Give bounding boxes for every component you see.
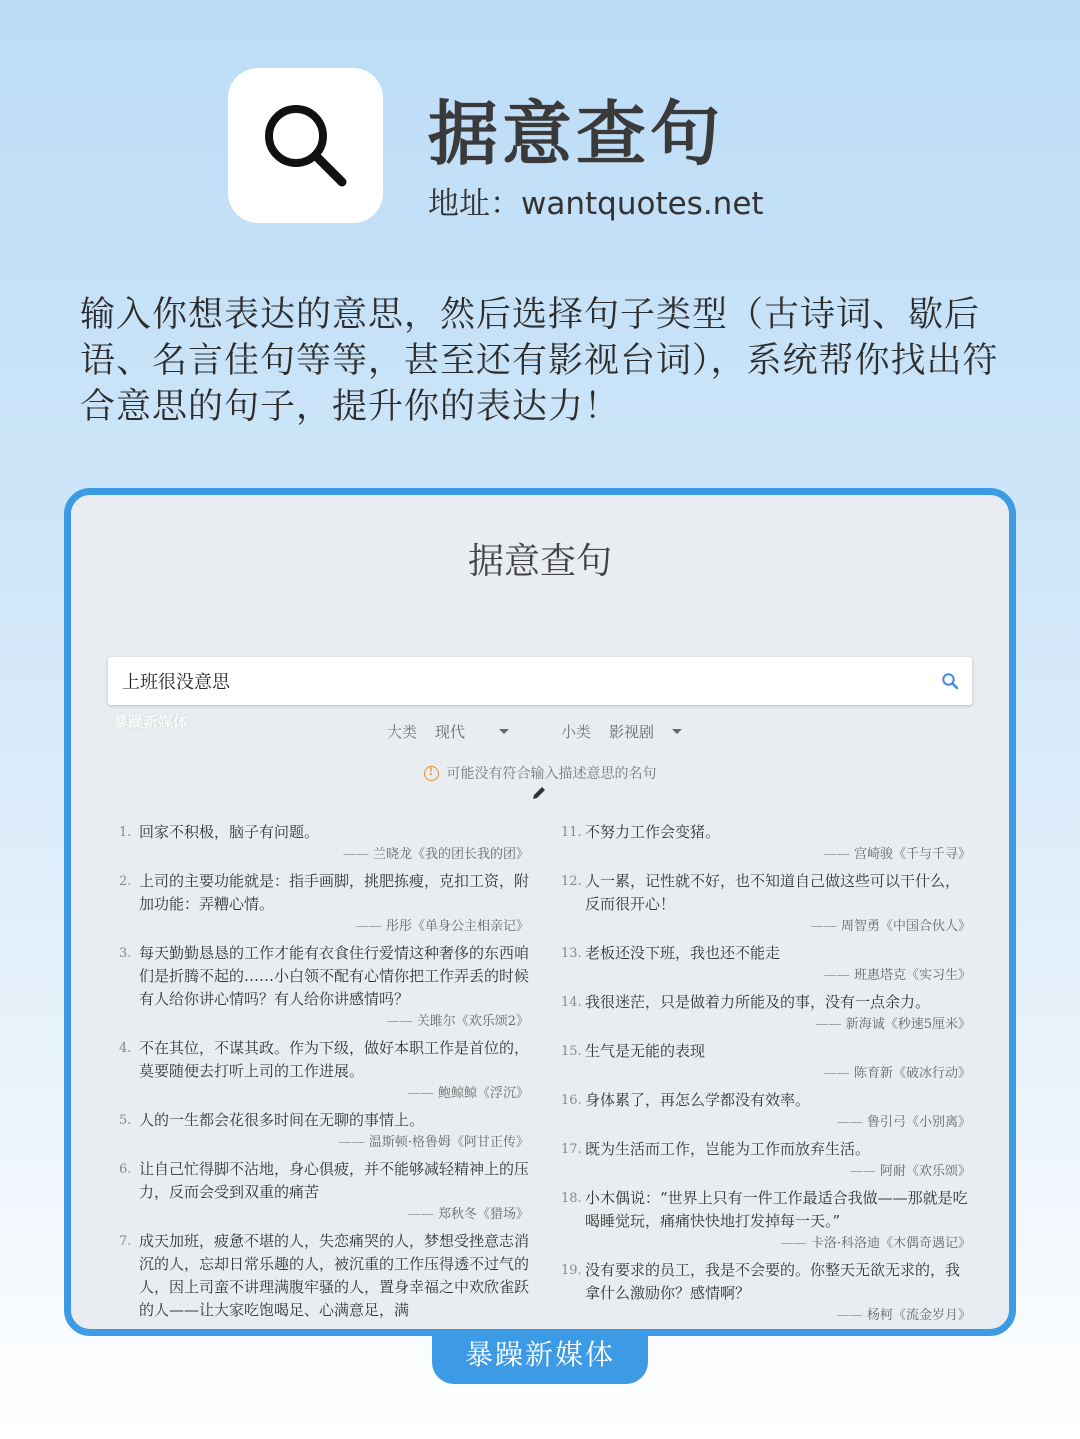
quote-source: —— 陈育新《破冰行动》 xyxy=(561,1063,971,1084)
quote-number: 16. xyxy=(561,1093,582,1108)
quote-text: 身体累了，再怎么学都没有效率。 xyxy=(585,1091,811,1109)
quote-item xyxy=(119,870,529,937)
search-icon xyxy=(258,98,354,194)
filter-bar xyxy=(71,721,1009,749)
chevron-down-icon xyxy=(672,729,682,734)
quote-text: 人一累，记性就不好，也不知道自己做这些可以干什么，反而很开心！ xyxy=(585,872,961,913)
minor-category-label: 小类 xyxy=(561,723,592,741)
quote-source: —— 郑秋冬《猎场》 xyxy=(119,1204,529,1225)
quote-text: 没有要求的员工，我是不会要的。你整天无欲无求的，我拿什么激励你？感情啊？ xyxy=(585,1261,961,1302)
quote-number: 1. xyxy=(119,825,132,840)
quote-item xyxy=(561,942,971,986)
quote-source: —— 卡洛·科洛迪《木偶奇遇记》 xyxy=(561,1233,971,1254)
quote-item xyxy=(561,821,971,865)
quote-text: 成天加班，疲惫不堪的人，失恋痛哭的人，梦想受挫意志消沉的人，忘却日常乐趣的人，被沉重的工作压得透不过气的人，因上司蛮不讲理满腹牢骚的人，置身幸福之中欢欣雀跃的人——让大家吃饱喝足、心满意足，满 xyxy=(139,1232,530,1319)
quote-source: —— 宫崎骏《千与千寻》 xyxy=(561,844,971,865)
watermark: 暴躁新媒体 xyxy=(113,713,189,731)
quote-text: 不努力工作会变猪。 xyxy=(585,823,721,841)
quote-item xyxy=(561,1089,971,1133)
quote-number: 6. xyxy=(119,1162,132,1177)
quote-number: 2. xyxy=(119,874,132,889)
quote-number: 3. xyxy=(119,946,132,961)
quote-item xyxy=(561,991,971,1035)
quote-text: 每天勤勤恳恳的工作才能有衣食住行爱情这种奢侈的东西咱们是折腾不起的……小白领不配有心情你把工作弄丢的时候有人给你讲心情吗？有人给你讲感情吗？ xyxy=(139,944,530,1008)
quote-source: —— 班惠塔克《实习生》 xyxy=(561,965,971,986)
warning-notice xyxy=(71,763,1009,783)
quote-item xyxy=(119,1158,529,1225)
quote-source: —— 阿耐《欢乐颂》 xyxy=(561,1161,971,1182)
pencil-icon[interactable] xyxy=(531,785,547,801)
quote-number: 19. xyxy=(561,1263,582,1278)
quote-source: —— 彤彤《单身公主相亲记》 xyxy=(119,916,529,937)
intro-text: 输入你想表达的意思，然后选择句子类型（古诗词、歇后语、名言佳句等等，甚至还有影视台词），系统帮你找出符合意思的句子，提升你的表达力！ xyxy=(80,295,999,427)
quote-source: —— 兰晓龙《我的团长我的团》 xyxy=(119,844,529,865)
quote-source: —— 周智勇《中国合伙人》 xyxy=(561,916,971,937)
quote-item xyxy=(561,1138,971,1182)
quote-number: 14. xyxy=(561,995,582,1010)
site-address: 地址：wantquotes.net xyxy=(428,186,764,222)
quote-number: 13. xyxy=(561,946,582,961)
quote-item xyxy=(119,1037,529,1104)
minor-category-value: 影视剧 xyxy=(609,723,655,741)
quote-text: 老板还没下班，我也还不能走 xyxy=(585,944,781,962)
search-icon xyxy=(941,672,959,690)
quote-source: —— 温斯顿·格鲁姆《阿甘正传》 xyxy=(119,1132,529,1153)
major-category-select[interactable] xyxy=(387,721,509,742)
quote-text: 既为生活而工作，岂能为工作而放弃生活。 xyxy=(585,1140,871,1158)
quote-item xyxy=(561,870,971,937)
quote-text: 我很迷茫，只是做着力所能及的事，没有一点余力。 xyxy=(585,993,931,1011)
results-column-left xyxy=(119,821,529,1322)
minor-category-select[interactable] xyxy=(561,721,682,742)
search-button[interactable] xyxy=(934,665,966,697)
quote-text: 不在其位，不谋其政。作为下级，做好本职工作是首位的，莫要随便去打听上司的工作进展。 xyxy=(139,1039,530,1080)
quote-source: —— 关雎尔《欢乐颂2》 xyxy=(119,1011,529,1032)
warning-icon: ! xyxy=(424,766,439,781)
quote-number: 11. xyxy=(561,825,582,840)
quote-source: —— 鲍鲸鲸《浮沉》 xyxy=(119,1083,529,1104)
quote-item xyxy=(561,1187,971,1254)
chevron-down-icon xyxy=(499,729,509,734)
quote-number: 12. xyxy=(561,874,582,889)
quote-text: 人的一生都会花很多时间在无聊的事情上。 xyxy=(139,1111,425,1129)
quote-source: —— 新海诚《秒速5厘米》 xyxy=(561,1014,971,1035)
quote-text: 让自己忙得脚不沾地，身心俱疲，并不能够减轻精神上的压力，反而会受到双重的痛苦 xyxy=(139,1160,530,1201)
quote-item xyxy=(119,1230,529,1322)
quote-number: 18. xyxy=(561,1191,582,1206)
quote-number: 4. xyxy=(119,1041,132,1056)
major-category-label: 大类 xyxy=(387,723,418,741)
brand-badge: 暴躁新媒体 xyxy=(432,1330,648,1384)
website-screenshot xyxy=(64,488,1016,1336)
quote-item xyxy=(119,821,529,865)
quote-item xyxy=(561,1259,971,1326)
quote-item xyxy=(119,1109,529,1153)
quote-item xyxy=(119,942,529,1032)
quote-number: 17. xyxy=(561,1142,582,1157)
quote-text: 小木偶说：“世界上只有一件工作最适合我做——那就是吃喝睡觉玩，痛痛快快地打发掉每一天。” xyxy=(585,1189,968,1230)
search-bar xyxy=(108,657,972,705)
warning-text: 可能没有符合输入描述意思的名句 xyxy=(446,766,657,782)
quote-number: 5. xyxy=(119,1113,132,1128)
quote-source: —— 鲁引弓《小别离》 xyxy=(561,1112,971,1133)
quote-number: 7. xyxy=(119,1234,132,1249)
quote-text: 生气是无能的表现 xyxy=(585,1042,706,1060)
page-title: 据意查句 xyxy=(467,541,612,582)
app-logo xyxy=(228,68,383,223)
app-title: 据意查句 xyxy=(428,93,724,175)
quote-text: 上司的主要功能就是：指手画脚，挑肥拣瘦，克扣工资，附加功能：弄糟心情。 xyxy=(139,872,530,913)
major-category-value: 现代 xyxy=(435,723,466,741)
quote-item xyxy=(561,1040,971,1084)
quote-number: 15. xyxy=(561,1044,582,1059)
quote-text: 回家不积极，脑子有问题。 xyxy=(139,823,320,841)
quote-source: —— 杨柯《流金岁月》 xyxy=(561,1305,971,1326)
results-column-right xyxy=(561,821,971,1331)
search-input[interactable] xyxy=(122,657,902,705)
